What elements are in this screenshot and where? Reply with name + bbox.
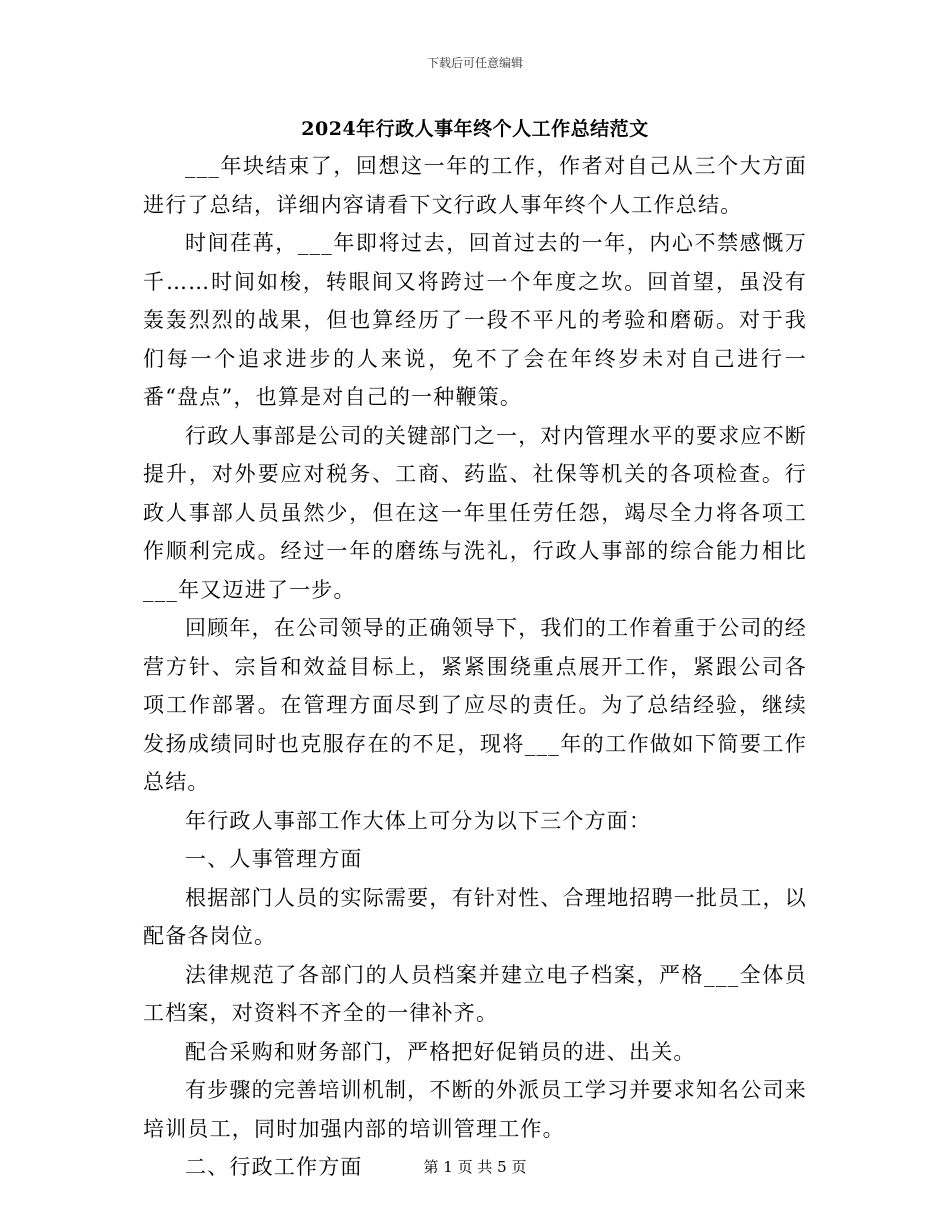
section-heading-hr: 一、人事管理方面: [185, 847, 363, 871]
document-title: 2024年行政人事年终个人工作总结范文: [301, 118, 649, 140]
paragraph-archives: 法律规范了各部门的人员档案并建立电子档案，严格___全体员工档案，对资料不齐全的一律补齐。: [143, 962, 807, 1025]
paragraph-review: 回顾年，在公司领导的正确领导下，我们的工作着重于公司的经营方针、宗旨和效益目标上，紧紧围绕重点展开工作，紧跟公司各项工作部署。在管理方面尽到了应尽的责任。为了总结经验，继续发扬成绩同时也克服存在的不足，现将___年的工作做如下简要工作总结。: [143, 616, 807, 794]
paragraph-recruitment: 根据部门人员的实际需要，有针对性、合理地招聘一批员工，以配备各岗位。: [143, 885, 807, 948]
paragraph-reflection: 时间荏苒，___年即将过去，回首过去的一年，内心不禁感慨万千……时间如梭，转眼间又将跨过一个年度之坎。回首望，虽没有轰轰烈烈的战果，但也算经历了一段不平凡的考验和磨砺。对于我们每一个追求进步的人来说，免不了会在年终岁未对自己进行一番“盘点”，也算是对自己的一种鞭策。: [143, 231, 807, 409]
header-note: 下载后可任意编辑: [426, 56, 523, 70]
paragraph-overview: 年行政人事部工作大体上可分为以下三个方面：: [185, 808, 652, 833]
page-number: 第 1 页 共 5 页: [423, 1158, 527, 1176]
paragraph-promoters: 配合采购和财务部门，严格把好促销员的进、出关。: [185, 1039, 696, 1064]
paragraph-training: 有步骤的完善培训机制，不断的外派员工学习并要求知名公司来培训员工，同时加强内部的培训管理工作。: [143, 1078, 807, 1141]
section-heading-admin: 二、行政工作方面: [185, 1155, 363, 1179]
paragraph-department-role: 行政人事部是公司的关键部门之一，对内管理水平的要求应不断提升，对外要应对税务、工商、药监、社保等机关的各项检查。行政人事部人员虽然少，但在这一年里任劳任怨，竭尽全力将各项工作顺利完成。经过一年的磨练与洗礼，行政人事部的综合能力相比___年又迈进了一步。: [143, 423, 807, 602]
document-body: [143, 147, 807, 1187]
paragraph-intro: ___年块结束了，回想这一年的工作，作者对自己从三个大方面进行了总结，详细内容请看下文行政人事年终个人工作总结。: [143, 154, 807, 217]
